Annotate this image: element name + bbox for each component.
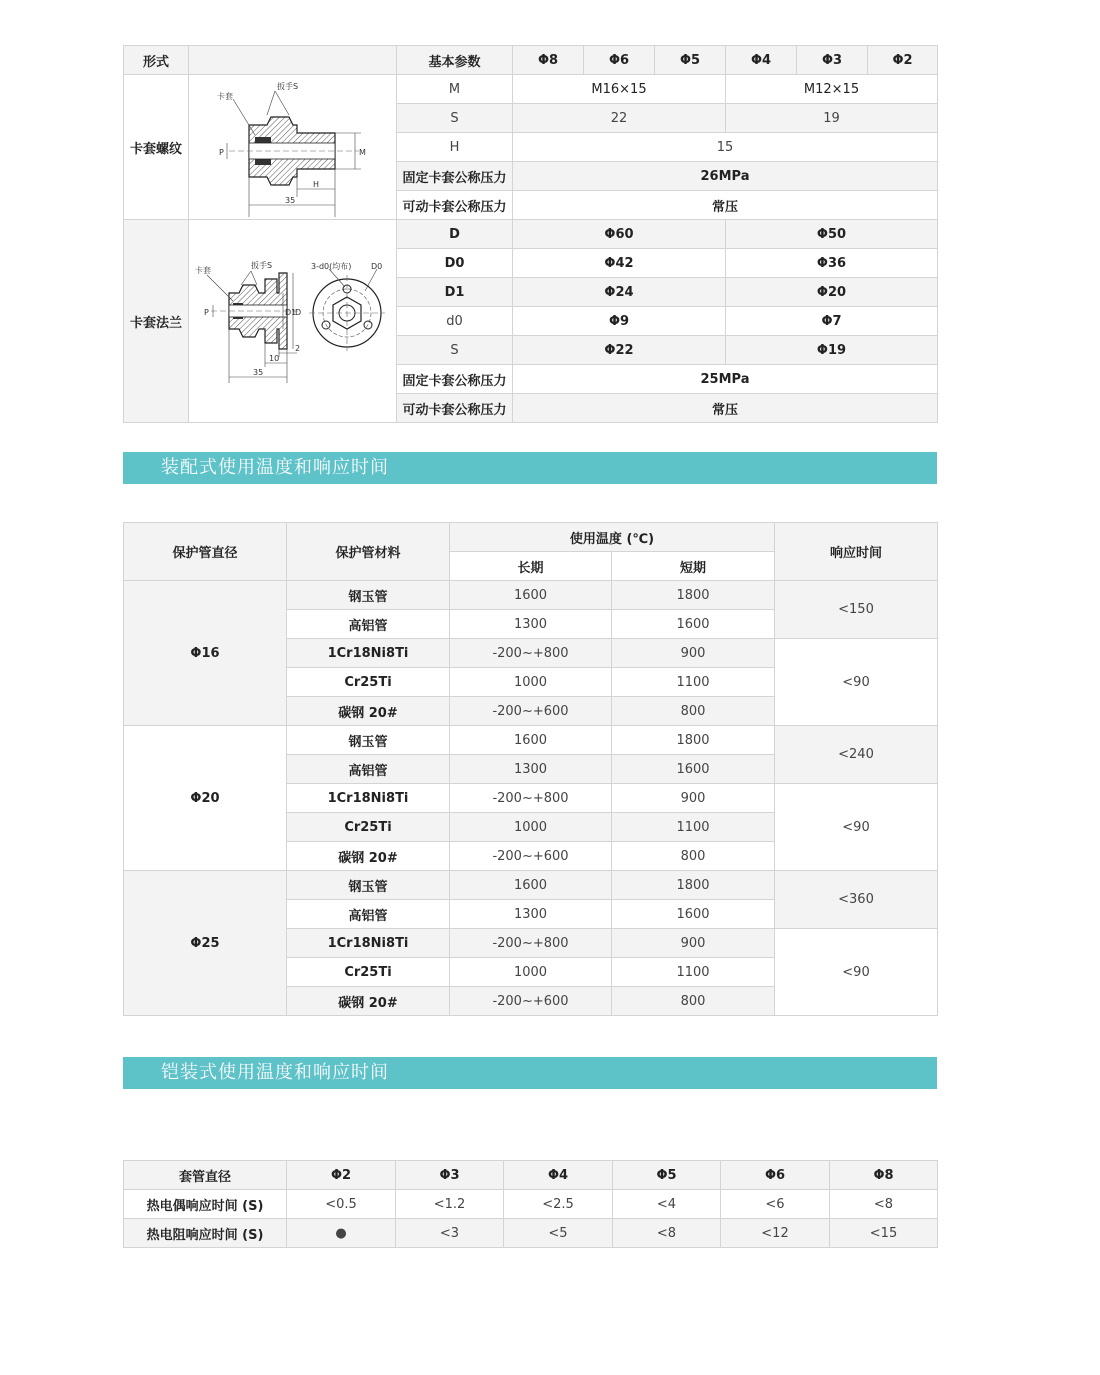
size-header: Φ5 xyxy=(655,46,726,75)
diameter-header: 保护管直径 xyxy=(124,523,287,581)
size-header: Φ8 xyxy=(513,46,584,75)
response-value: <1.2 xyxy=(396,1190,504,1219)
response-cell: <90 xyxy=(775,639,938,726)
material-cell: Cr25Ti xyxy=(287,668,450,697)
m-label: M xyxy=(359,148,366,157)
flange-diagram xyxy=(189,220,397,423)
h-label: H xyxy=(313,180,320,189)
param-value: Φ19 xyxy=(726,336,938,365)
material-cell: 高铝管 xyxy=(287,755,450,784)
assembly-section-title: 装配式使用温度和响应时间 xyxy=(123,452,937,484)
param-value: M16×15 xyxy=(513,75,726,104)
thermocouple-row-label: 热电偶响应时间 (S) xyxy=(124,1190,287,1219)
thread-form-label: 卡套螺纹 xyxy=(124,75,189,220)
param-label: S xyxy=(397,104,513,133)
param-value: 15 xyxy=(513,133,938,162)
response-value: ● xyxy=(287,1219,396,1248)
response-cell: <240 xyxy=(775,726,938,784)
param-value: M12×15 xyxy=(726,75,938,104)
temperature-header: 使用温度 (℃) xyxy=(450,523,775,552)
two-label: 2 xyxy=(295,344,301,353)
response-value: <0.5 xyxy=(287,1190,396,1219)
param-label: S xyxy=(397,336,513,365)
flange-fitting-drawing xyxy=(189,221,395,421)
long-term-cell: 1000 xyxy=(450,813,612,842)
short-term-cell: 900 xyxy=(612,929,775,958)
d0-label: D0 xyxy=(371,262,383,271)
d-label: D xyxy=(295,308,302,317)
size-header: Φ3 xyxy=(797,46,868,75)
short-term-cell: 1600 xyxy=(612,755,775,784)
param-value: Φ42 xyxy=(513,249,726,278)
param-label: D1 xyxy=(397,278,513,307)
param-label: 固定卡套公称压力 xyxy=(397,162,513,191)
diagram-header xyxy=(189,46,397,75)
param-value: Φ36 xyxy=(726,249,938,278)
param-value: 常压 xyxy=(513,394,938,423)
ferrule-label: 卡套 xyxy=(195,266,211,275)
response-value: <2.5 xyxy=(504,1190,613,1219)
length-label: 35 xyxy=(285,196,296,205)
diameter-cell: Φ25 xyxy=(124,871,287,1016)
long-term-cell: 1300 xyxy=(450,900,612,929)
long-term-cell: 1600 xyxy=(450,871,612,900)
param-value: 常压 xyxy=(513,191,938,220)
d1-label: D1 xyxy=(285,308,297,317)
short-term-cell: 1100 xyxy=(612,813,775,842)
size-header: Φ6 xyxy=(584,46,655,75)
size-header: Φ2 xyxy=(287,1161,396,1190)
material-cell: 钢玉管 xyxy=(287,581,450,610)
param-label: d0 xyxy=(397,307,513,336)
material-header: 保护管材料 xyxy=(287,523,450,581)
material-cell: 钢玉管 xyxy=(287,871,450,900)
param-label: 固定卡套公称压力 xyxy=(397,365,513,394)
long-term-cell: 1000 xyxy=(450,958,612,987)
param-value: 25MPa xyxy=(513,365,938,394)
param-value: 26MPa xyxy=(513,162,938,191)
size-header: Φ8 xyxy=(830,1161,938,1190)
short-term-cell: 800 xyxy=(612,842,775,871)
param-label: H xyxy=(397,133,513,162)
long-term-cell: -200~+800 xyxy=(450,929,612,958)
holes-label: 3-d0(均布) xyxy=(311,262,352,271)
long-term-cell: -200~+600 xyxy=(450,842,612,871)
param-value: Φ20 xyxy=(726,278,938,307)
param-label: D0 xyxy=(397,249,513,278)
response-value: <5 xyxy=(504,1219,613,1248)
size-header: Φ3 xyxy=(396,1161,504,1190)
long-term-cell: 1600 xyxy=(450,581,612,610)
param-value: Φ9 xyxy=(513,307,726,336)
response-cell: <90 xyxy=(775,784,938,871)
flange-form-label: 卡套法兰 xyxy=(124,220,189,423)
response-value: <6 xyxy=(721,1190,830,1219)
response-value: <4 xyxy=(613,1190,721,1219)
long-term-cell: 1300 xyxy=(450,755,612,784)
length-label: 35 xyxy=(253,368,264,377)
response-header: 响应时间 xyxy=(775,523,938,581)
short-term-header: 短期 xyxy=(612,552,775,581)
material-cell: 碳钢 20# xyxy=(287,987,450,1016)
response-cell: <90 xyxy=(775,929,938,1016)
wrench-label: 扳手S xyxy=(277,82,299,91)
short-term-cell: 1100 xyxy=(612,668,775,697)
diameter-cell: Φ16 xyxy=(124,581,287,726)
param-value: 19 xyxy=(726,104,938,133)
rtd-row-label: 热电阻响应时间 (S) xyxy=(124,1219,287,1248)
short-term-cell: 1100 xyxy=(612,958,775,987)
size-header: Φ4 xyxy=(726,46,797,75)
diameter-cell: Φ20 xyxy=(124,726,287,871)
long-term-header: 长期 xyxy=(450,552,612,581)
response-value: <8 xyxy=(613,1219,721,1248)
short-term-cell: 1600 xyxy=(612,900,775,929)
material-cell: 碳钢 20# xyxy=(287,697,450,726)
material-cell: Cr25Ti xyxy=(287,958,450,987)
response-value: <8 xyxy=(830,1190,938,1219)
form-header: 形式 xyxy=(124,46,189,75)
thread-diagram xyxy=(189,75,397,220)
short-term-cell: 900 xyxy=(612,784,775,813)
p-label: P xyxy=(204,308,209,317)
param-value: Φ50 xyxy=(726,220,938,249)
ten-label: 10 xyxy=(269,354,280,363)
param-label: 可动卡套公称压力 xyxy=(397,191,513,220)
short-term-cell: 800 xyxy=(612,697,775,726)
p-label: P xyxy=(219,148,224,157)
param-label: D xyxy=(397,220,513,249)
response-cell: <150 xyxy=(775,581,938,639)
wrench-label: 扳手S xyxy=(251,261,273,270)
long-term-cell: 1300 xyxy=(450,610,612,639)
short-term-cell: 1800 xyxy=(612,871,775,900)
material-cell: 高铝管 xyxy=(287,900,450,929)
material-cell: 碳钢 20# xyxy=(287,842,450,871)
long-term-cell: 1000 xyxy=(450,668,612,697)
long-term-cell: -200~+800 xyxy=(450,784,612,813)
long-term-cell: 1600 xyxy=(450,726,612,755)
response-value: <15 xyxy=(830,1219,938,1248)
param-value: 22 xyxy=(513,104,726,133)
long-term-cell: -200~+600 xyxy=(450,697,612,726)
param-label: 可动卡套公称压力 xyxy=(397,394,513,423)
size-header: Φ4 xyxy=(504,1161,613,1190)
fitting-spec-table xyxy=(123,45,938,423)
short-term-cell: 900 xyxy=(612,639,775,668)
ferrule-label: 卡套 xyxy=(217,92,233,101)
short-term-cell: 1600 xyxy=(612,610,775,639)
param-value: Φ7 xyxy=(726,307,938,336)
material-cell: 钢玉管 xyxy=(287,726,450,755)
sheath-diameter-header: 套管直径 xyxy=(124,1161,287,1190)
long-term-cell: -200~+600 xyxy=(450,987,612,1016)
material-cell: Cr25Ti xyxy=(287,813,450,842)
size-header: Φ5 xyxy=(613,1161,721,1190)
param-value: Φ24 xyxy=(513,278,726,307)
response-cell: <360 xyxy=(775,871,938,929)
param-label: M xyxy=(397,75,513,104)
short-term-cell: 1800 xyxy=(612,726,775,755)
short-term-cell: 1800 xyxy=(612,581,775,610)
size-header: Φ2 xyxy=(868,46,938,75)
material-cell: 1Cr18Ni8Ti xyxy=(287,784,450,813)
param-value: Φ22 xyxy=(513,336,726,365)
response-value: <3 xyxy=(396,1219,504,1248)
material-cell: 1Cr18Ni8Ti xyxy=(287,929,450,958)
armored-response-table xyxy=(123,1160,938,1248)
thread-fitting-drawing xyxy=(189,77,395,217)
armored-section-title: 铠装式使用温度和响应时间 xyxy=(123,1057,937,1089)
long-term-cell: -200~+800 xyxy=(450,639,612,668)
short-term-cell: 800 xyxy=(612,987,775,1016)
assembly-temperature-table xyxy=(123,522,938,1016)
param-value: Φ60 xyxy=(513,220,726,249)
response-value: <12 xyxy=(721,1219,830,1248)
material-cell: 1Cr18Ni8Ti xyxy=(287,639,450,668)
material-cell: 高铝管 xyxy=(287,610,450,639)
size-header: Φ6 xyxy=(721,1161,830,1190)
basic-params-header: 基本参数 xyxy=(397,46,513,75)
